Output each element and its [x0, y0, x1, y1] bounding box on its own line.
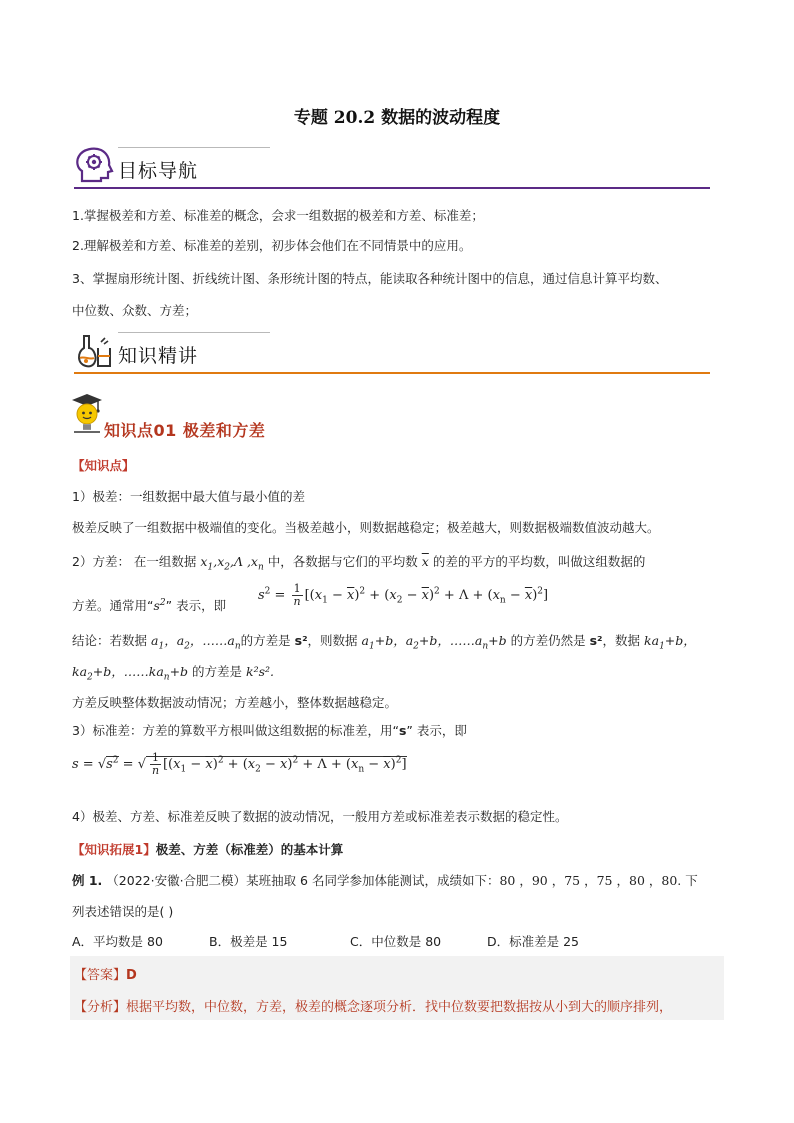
analysis-text: 根据平均数，中位数，方差，极差的概念逐项分析．找中位数要把数据按从小到大的顺序排列，: [126, 1000, 673, 1015]
flask-beaker-icon: [74, 332, 114, 370]
data-ka-plus-b: $ka_1+b$，: [644, 633, 696, 652]
goal-3: 3、掌握扇形统计图、折线统计图、条形统计图的特点，能读取各种统计图中的信息，通过信息计算平均数、: [72, 271, 668, 286]
conclusion-text-a: 结论：若数据: [72, 633, 148, 648]
header-rule: [74, 372, 710, 374]
s-squared: s²: [294, 633, 308, 648]
stddev-text-a: 3）标准差：方差的算数平方根叫做这组数据的标准差，用“: [72, 723, 399, 738]
section-header-knowledge: [74, 330, 710, 374]
variance-definition: [72, 553, 732, 577]
example-1-line-1: [72, 872, 732, 890]
header-rule: [74, 187, 710, 189]
data-a-sequence: $a_1$，$a_2$，$\dots\dots a_n$: [151, 633, 241, 652]
knowledge-label: [72, 457, 732, 475]
analysis-line: [74, 996, 672, 1015]
option-c: C．中位数是 80: [350, 934, 442, 949]
knowledge-label-text: 【知识点】: [72, 458, 135, 473]
s-squared: s²: [589, 633, 603, 648]
section-title: 知识精讲: [118, 345, 199, 367]
variance-formula: $s^2$ = $\frac{1}{n}$ $[(x_1 - \overline{x})^2 + (x_2 - \overline{x})^2 + \Lambda + (x_n - \overline{x})^2]$: [258, 582, 549, 608]
header-top-rule: [118, 332, 270, 333]
extension-title: 极差、方差（标准差）的基本计算: [155, 842, 344, 857]
conclusion-text-f: 的方差是: [192, 664, 243, 679]
conclusion-text-e: ，数据: [602, 633, 641, 648]
variance-text-c: 的差的平方的平均数，叫做这组数据的: [432, 554, 646, 569]
data-a-plus-b-sequence: $a_1+b$，$a_2+b$，$\dots\dots a_n+b$: [361, 633, 507, 652]
option-b: B．极差是 15: [209, 934, 288, 949]
stddev-formula: $s = √s^2$ = √ $\frac{1}{n}$ $[(x_1 - \overline{x})^2 + (x_2 - \overline{x})^2 + \Lambda + (x_n - \overline{x})^2]$: [72, 751, 407, 777]
point-4: 4）极差、方差、标准差反映了数据的波动情况，一般用方差或标准差表示数据的稳定性。: [72, 809, 568, 824]
example-text-b: 下: [685, 873, 698, 888]
conclusion-text-d: 的方差仍然是: [510, 633, 586, 648]
answer-label: 【答案】: [74, 968, 127, 983]
variance-note: 方差反映整体数据波动情况；方差越小，整体数据越稳定。: [72, 695, 398, 710]
example-options: [72, 933, 732, 951]
k-squared-s-squared: k²s².: [246, 664, 275, 679]
example-1-line-2: 列表述错误的是( ): [72, 904, 174, 919]
example-text-a: 某班抽取 6 名同学参加体能测试，成绩如下：: [246, 873, 500, 888]
variance-text-b: 中，各数据与它们的平均数: [267, 554, 418, 569]
extension-label: 【知识拓展1】: [72, 842, 156, 857]
section-header-goals: [74, 145, 710, 189]
knowledge-point-title: 知识点01 极差和方差: [104, 421, 266, 440]
stddev-definition: [72, 722, 732, 740]
stddev-symbol: s: [398, 723, 407, 738]
data-ka-plus-b-cont: $ka_2+b$，$\dots\dots ka_n+b$: [72, 664, 189, 683]
option-a: A．平均数是 80: [72, 934, 163, 949]
conclusion-line-1: [72, 632, 732, 656]
s-squared-symbol: $s^2$: [153, 598, 166, 614]
mean-symbol: $\overline{x}$: [421, 554, 429, 569]
header-top-rule: [118, 147, 270, 148]
conclusion-line-2: [72, 663, 732, 687]
graduate-bulb-icon: [68, 392, 106, 436]
example-source: （2022·安徽·合肥二模）: [106, 873, 247, 888]
extension-1-heading: [72, 841, 732, 859]
goal-2: 2.理解极差和方差、标准差的差别，初步体会他们在不同情景中的应用。: [72, 238, 472, 253]
answer-line: [74, 964, 137, 983]
conclusion-text-c: ，则数据: [307, 633, 358, 648]
answer-value: D: [126, 968, 137, 983]
stddev-text-b: ” 表示，即: [406, 723, 467, 738]
variance-text-e: ” 表示，即: [165, 598, 227, 614]
example-scores: 80 ，90 ，75 ，75 ，80 ，80.: [499, 873, 686, 888]
variance-text-d: 方差。通常用“: [72, 598, 154, 614]
data-sequence-formula: $x_1,x_2,\Lambda$ $,x_n$: [200, 554, 264, 573]
section-title: 目标导航: [118, 160, 199, 182]
conclusion-text-b: 的方差是: [240, 633, 291, 648]
variance-text-a: 2）方差： 在一组数据: [72, 554, 197, 569]
range-description: 极差反映了一组数据中极端值的变化。当极差越小，则数据越稳定；极差越大，则数据极端数值波动越大。: [72, 520, 660, 535]
example-label: 例 1.: [72, 873, 103, 888]
analysis-label: 【分析】: [74, 1000, 127, 1015]
goal-1: 1.掌握极差和方差、标准差的概念，会求一组数据的极差和方差、标准差；: [72, 208, 484, 223]
document-title: 专题 20.2 数据的波动程度: [293, 108, 501, 128]
goal-3-cont: 中位数、众数、方差；: [72, 303, 198, 318]
range-definition: 1）极差：一组数据中最大值与最小值的差: [72, 489, 305, 504]
option-d: D．标准差是 25: [487, 934, 580, 949]
brain-head-icon: [74, 147, 114, 185]
